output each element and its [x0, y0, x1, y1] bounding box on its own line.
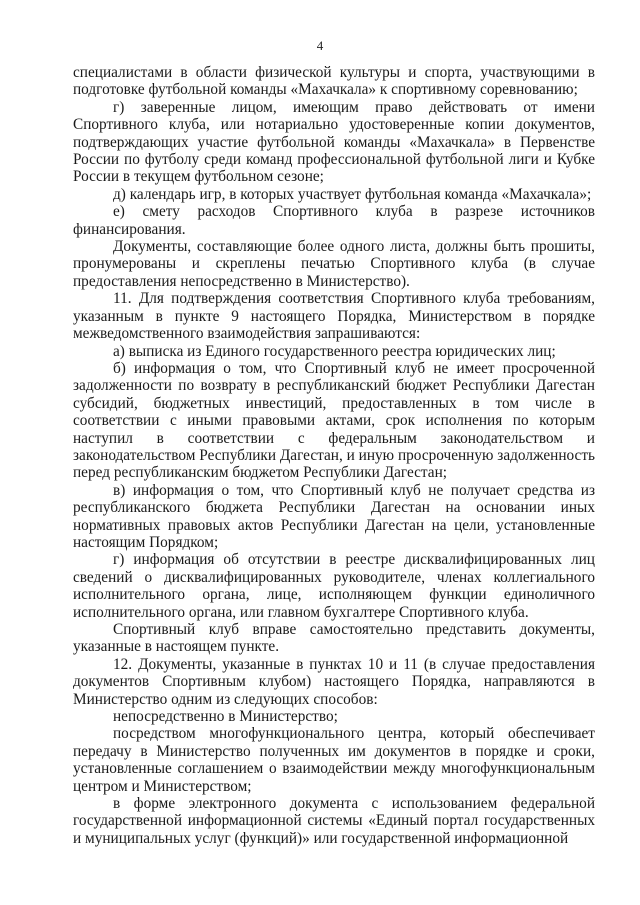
- paragraph-item-d-calendar: д) календарь игр, в которых участвует футбольная команда «Махачкала»;: [113, 185, 592, 203]
- paragraph-item-v-funds: в) информация о том, что Спортивный клуб не получает средства из республиканского бюджета Республики Дагестан на основании иных нормативных правовых актов Республики Дагестан на цели, установленные настоящим Порядком;: [73, 481, 595, 551]
- paragraph-method-direct: непосредственно в Министерство;: [113, 708, 338, 726]
- paragraph-item-b-debt: б) информация о том, что Спортивный клуб не имеет просроченной задолженности по возврату в республиканский бюджет Республики Дагестан субсидий, бюджетных инвестиций, предоставленных в том числе в соответствии с иными правовыми актами, срок исполнения по которым наступил в соответствии с федеральным законодательством и законодательством Республики Дагестан, и иную просроченную задолженность перед республиканским бюджетом Республики Дагестан;: [73, 359, 595, 482]
- paragraph-item-g-disqualified: г) информация об отсутствии в реестре дисквалифицированных лиц сведений о дисквалифицированных руководителе, членах коллегиального исполнительного органа, лице, исполняющем функции единоличного исполнительного органа, или главном бухгалтере Спортивного клуба.: [73, 551, 595, 621]
- paragraph-documents-binding: Документы, составляющие более одного листа, должны быть прошиты, пронумерованы и скреплены печатью Спортивного клуба (в случае предоставления непосредственно в Министерство).: [73, 238, 595, 290]
- document-body: [73, 64, 595, 847]
- paragraph-item-a-registry: а) выписка из Единого государственного реестра юридических лиц;: [113, 342, 556, 360]
- paragraph-method-electronic: в форме электронного документа с использованием федеральной государственной информационной системы «Единый портал государственных и муниципальных услуг (функций)» или государственной информационной: [73, 795, 595, 847]
- paragraph-continuation: специалистами в области физической культуры и спорта, участвующими в подготовке футбольной команды «Махачкала» к спортивному соревнованию;: [73, 64, 595, 99]
- paragraph-clause-11: 11. Для подтверждения соответствия Спортивного клуба требованиям, указанным в пункте 9 настоящего Порядка, Министерством в порядке межведомственного взаимодействия запрашиваются:: [73, 290, 595, 343]
- paragraph-self-submission: Спортивный клуб вправе самостоятельно представить документы, указанные в настоящем пункте.: [73, 621, 595, 656]
- page-number: 4: [316, 38, 324, 53]
- paragraph-clause-12: 12. Документы, указанные в пунктах 10 и 11 (в случае предоставления документов Спортивным клубом) настоящего Порядка, направляются в Министерство одним из следующих способов:: [73, 655, 595, 708]
- paragraph-method-mfc: посредством многофункционального центра, который обеспечивает передачу в Министерство полученных им документов в порядке и сроки, установленные соглашением о взаимодействии между многофункциональным центром и Министерством;: [73, 725, 595, 795]
- paragraph-item-g-documents: г) заверенные лицом, имеющим право действовать от имени Спортивного клуба, или нотариально удостоверенные копии документов, подтверждающих участие футбольной команды «Махачкала» в Первенстве России по футболу среди команд профессиональной футбольной лиги и Кубке России в текущем футбольном сезоне;: [73, 98, 595, 186]
- paragraph-item-e-estimate: е) смету расходов Спортивного клуба в разрезе источников финансирования.: [73, 203, 595, 238]
